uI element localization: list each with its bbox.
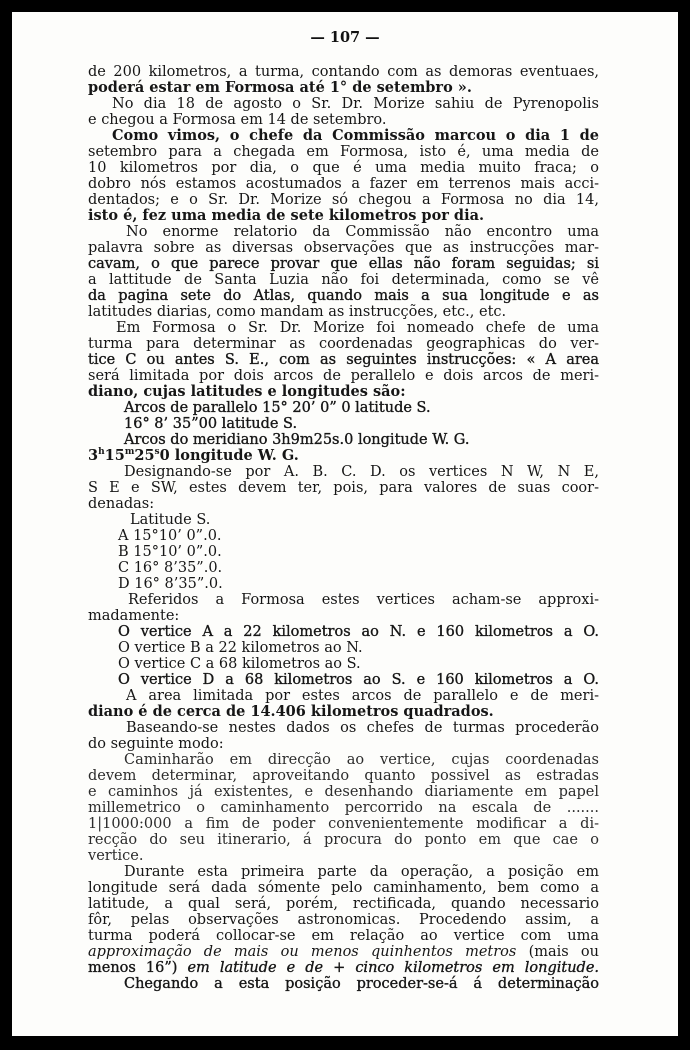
text-line: fôr, pelas observações astronomicas. Procedendo assim, a	[88, 912, 599, 928]
text-line: e caminhos já existentes, e desenhando diariamente em papel	[88, 784, 599, 800]
superscript: s	[154, 447, 160, 457]
text-line: millemetrico o caminhamento percorrido na escala de .......	[88, 800, 599, 816]
text-line: de 200 kilometros, a turma, contando com as demoras eventuaes,	[88, 64, 599, 80]
text-line: O vertice B a 22 kilometros ao N.	[118, 640, 363, 656]
text-line: D 16° 8’35”.0.	[118, 576, 223, 592]
text-line: Baseando-se nestes dados os chefes de turmas procederão	[126, 720, 599, 736]
text-line: denadas:	[88, 496, 155, 512]
italic-segment: em latitude e de + cinco kilometros em longitude.	[187, 960, 600, 976]
text-line: O vertice C a 68 kilometros ao S.	[118, 656, 361, 672]
text-line: Designando-se por A. B. C. D. os vertices N W, N E,	[124, 464, 599, 480]
text-line: diano, cujas latitudes e longitudes são:	[88, 383, 406, 400]
text-line: Arcos do meridiano 3h9m25s.0 longitude W. G.	[124, 432, 470, 448]
text-line: turma poderá collocar-se em relação ao vertice com uma	[88, 928, 599, 944]
text-line: 16° 8’ 35”00 latitude S.	[124, 416, 298, 432]
text-line: Em Formosa o Sr. Dr. Morize foi nomeado chefe de uma	[116, 320, 599, 336]
text-segment: 15	[104, 447, 125, 464]
text-line: poderá estar em Formosa até 1° de setembro ».	[88, 79, 472, 96]
text-line: a lattitude de Santa Luzia não foi determinada, como se vê	[88, 272, 599, 288]
text-line	[88, 960, 599, 976]
text-line: latitude, a qual será, porém, rectificada, quando necessario	[88, 896, 599, 912]
text-line: e chegou a Formosa em 14 de setembro.	[88, 112, 387, 128]
text-line: No dia 18 de agosto o Sr. Dr. Morize sahiu de Pyrenopolis	[112, 96, 599, 112]
text-line: Durante esta primeira parte da operação, a posição em	[124, 864, 599, 880]
text-line: longitude será dada sómente pelo caminhamento, bem como a	[88, 880, 599, 896]
text-line: devem determinar, aproveitando quanto possivel as estradas	[88, 768, 599, 784]
text-line: do seguinte modo:	[88, 736, 224, 752]
text-line: palavra sobre as diversas observações que as instrucções mar-	[88, 240, 599, 256]
text-line: Chegando a esta posição proceder-se-á á determinação	[124, 976, 599, 992]
text-line: 1|1000:000 a fim de poder convenientemente modificar a di-	[88, 816, 599, 832]
text-segment: 0 longitude W. G.	[159, 447, 299, 464]
page-number: — 107 —	[310, 29, 380, 46]
superscript: m	[124, 447, 135, 457]
text-line: O vertice D a 68 kilometros ao S. e 160 kilometros a O.	[118, 672, 599, 688]
text-line: O vertice A a 22 kilometros ao N. e 160 kilometros a O.	[118, 624, 599, 640]
text-line: vertice.	[88, 848, 144, 864]
text-line: dobro nós estamos acostumados a fazer em terrenos mais acci-	[88, 176, 599, 192]
text-line: B 15°10’ 0”.0.	[118, 544, 222, 560]
text-line: C 16° 8’35”.0.	[118, 560, 223, 576]
text-line: Caminharão em direcção ao vertice, cujas coordenadas	[124, 752, 599, 768]
text-line: latitudes diarias, como mandam as instrucções, etc., etc.	[88, 304, 507, 320]
text-line: isto é, fez uma media de sete kilometros por dia.	[88, 207, 485, 224]
italic-segment: approximação de mais ou menos quinhentos metros	[88, 944, 517, 960]
text-segment: 3	[88, 447, 99, 464]
text-line: setembro para a chegada em Formosa, isto é, uma media de	[88, 144, 599, 160]
text-line: A 15°10’ 0”.0.	[118, 528, 222, 544]
text-line: madamente:	[88, 608, 180, 624]
text-line: recção do seu itinerario, á procura do ponto em que cae o	[88, 832, 599, 848]
superscript: h	[98, 447, 105, 457]
body-text	[88, 64, 599, 992]
text-line: Referidos a Formosa estes vertices acham-se approxi-	[128, 592, 599, 608]
text-line: cavam, o que parece provar que ellas não foram seguidas; si	[88, 256, 599, 272]
text-line: diano é de cerca de 14.406 kilometros quadrados.	[88, 703, 494, 720]
text-line: da pagina sete do Atlas, quando mais a sua longitude e as	[88, 288, 599, 304]
text-line: S E e SW, estes devem ter, pois, para valores de suas coor-	[88, 480, 599, 496]
text-line: Arcos de parallelo 15° 20’ 0” 0 latitude S.	[124, 400, 431, 416]
text-line: Latitude S.	[130, 512, 211, 528]
text-segment: menos 16”)	[88, 960, 178, 976]
text-line: tice C ou antes S. E., com as seguintes instrucções: « A area	[88, 352, 599, 368]
text-segment: (mais ou	[528, 944, 599, 960]
text-line: No enorme relatorio da Commissão não encontro uma	[126, 224, 599, 240]
text-line: A area limitada por estes arcos de parallelo e de meri-	[126, 688, 599, 704]
text-segment: 25	[134, 447, 155, 464]
text-line: 10 kilometros por dia, o que é uma media muito fraca; o	[88, 160, 599, 176]
text-line: será limitada por dois arcos de perallelo e dois arcos de meri-	[88, 368, 599, 384]
text-line: Como vimos, o chefe da Commissão marcou o dia 1 de	[112, 127, 599, 144]
text-line	[88, 448, 599, 464]
text-line: dentados; e o Sr. Dr. Morize só chegou a Formosa no dia 14,	[88, 192, 599, 208]
text-line	[88, 944, 599, 960]
text-line: turma para determinar as coordenadas geographicas do ver-	[88, 336, 599, 352]
